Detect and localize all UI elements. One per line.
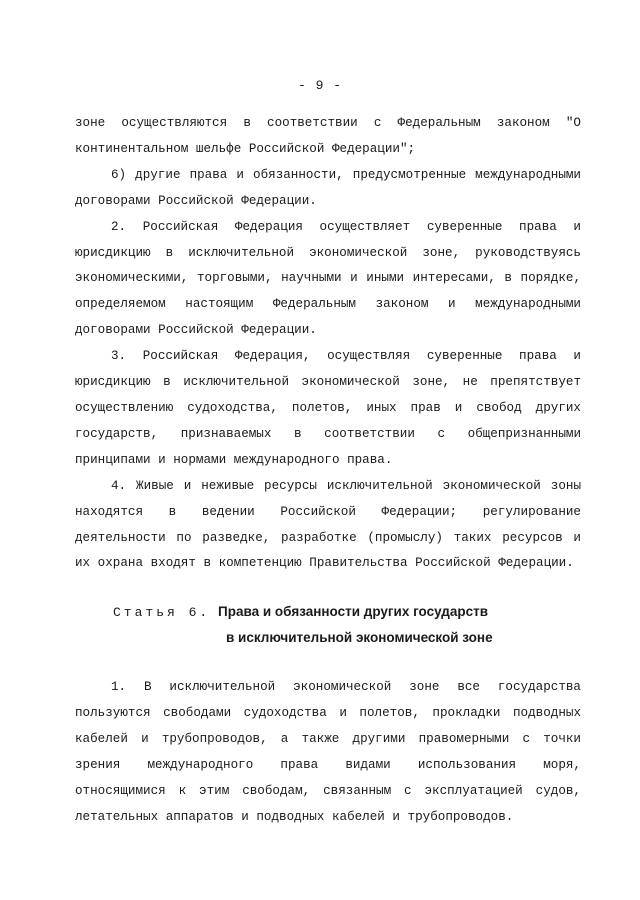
paragraph-point-3: 3. Российская Федерация, осуществляя суверенные права и юрисдикцию в исключительной экономической зоне, не препятствует осуществлению судоходства, полетов, иных прав и свобод других государств, признаваемых в соответствии с общепризнанными принципами и нормами международного права. xyxy=(75,349,581,467)
paragraph-article-6-point-1: 1. В исключительной экономической зоне все государства пользуются свободами судоходства и полетов, прокладки подводных кабелей и трубопроводов, а также другими правомерными с точки зрения международного права видами использования моря, относящимися к этим свободам, связанным с эксплуатацией судов, летательных аппаратов и подводных кабелей и трубопроводов. xyxy=(75,680,581,824)
article-title-line1: Права и обязанности других государств xyxy=(218,604,489,619)
article-title-line2: в исключительной экономической зоне xyxy=(226,630,493,645)
article-heading xyxy=(113,599,583,650)
paragraph-point-4: 4. Живые и неживые ресурсы исключительной экономической зоны находятся в ведении Российской Федерации; регулирование деятельности по разведке, разработке (промыслу) таких ресурсов и их охрана входят в компетенцию Правительства Российской Федерации. xyxy=(75,478,581,571)
article-label: Статья 6. xyxy=(113,605,211,620)
article-text-block xyxy=(75,675,581,830)
main-text-block xyxy=(75,111,581,577)
paragraph-point-2: 2. Российская Федерация осуществляет суверенные права и юрисдикцию в исключительной экономической зоне, руководствуясь экономическими, торговыми, научными и иными интересами, в порядке, определяемом настоящим Федеральным законом и международными договорами Российской Федерации. xyxy=(75,219,581,338)
paragraph-item-6: 6) другие права и обязанности, предусмотренные международными договорами Российской Федерации. xyxy=(75,167,581,208)
page-number: - 9 - xyxy=(297,78,342,93)
paragraph-continuation: зоне осуществляются в соответствии с Федеральным законом "О континентальном шельфе Российской Федерации"; xyxy=(75,116,581,156)
